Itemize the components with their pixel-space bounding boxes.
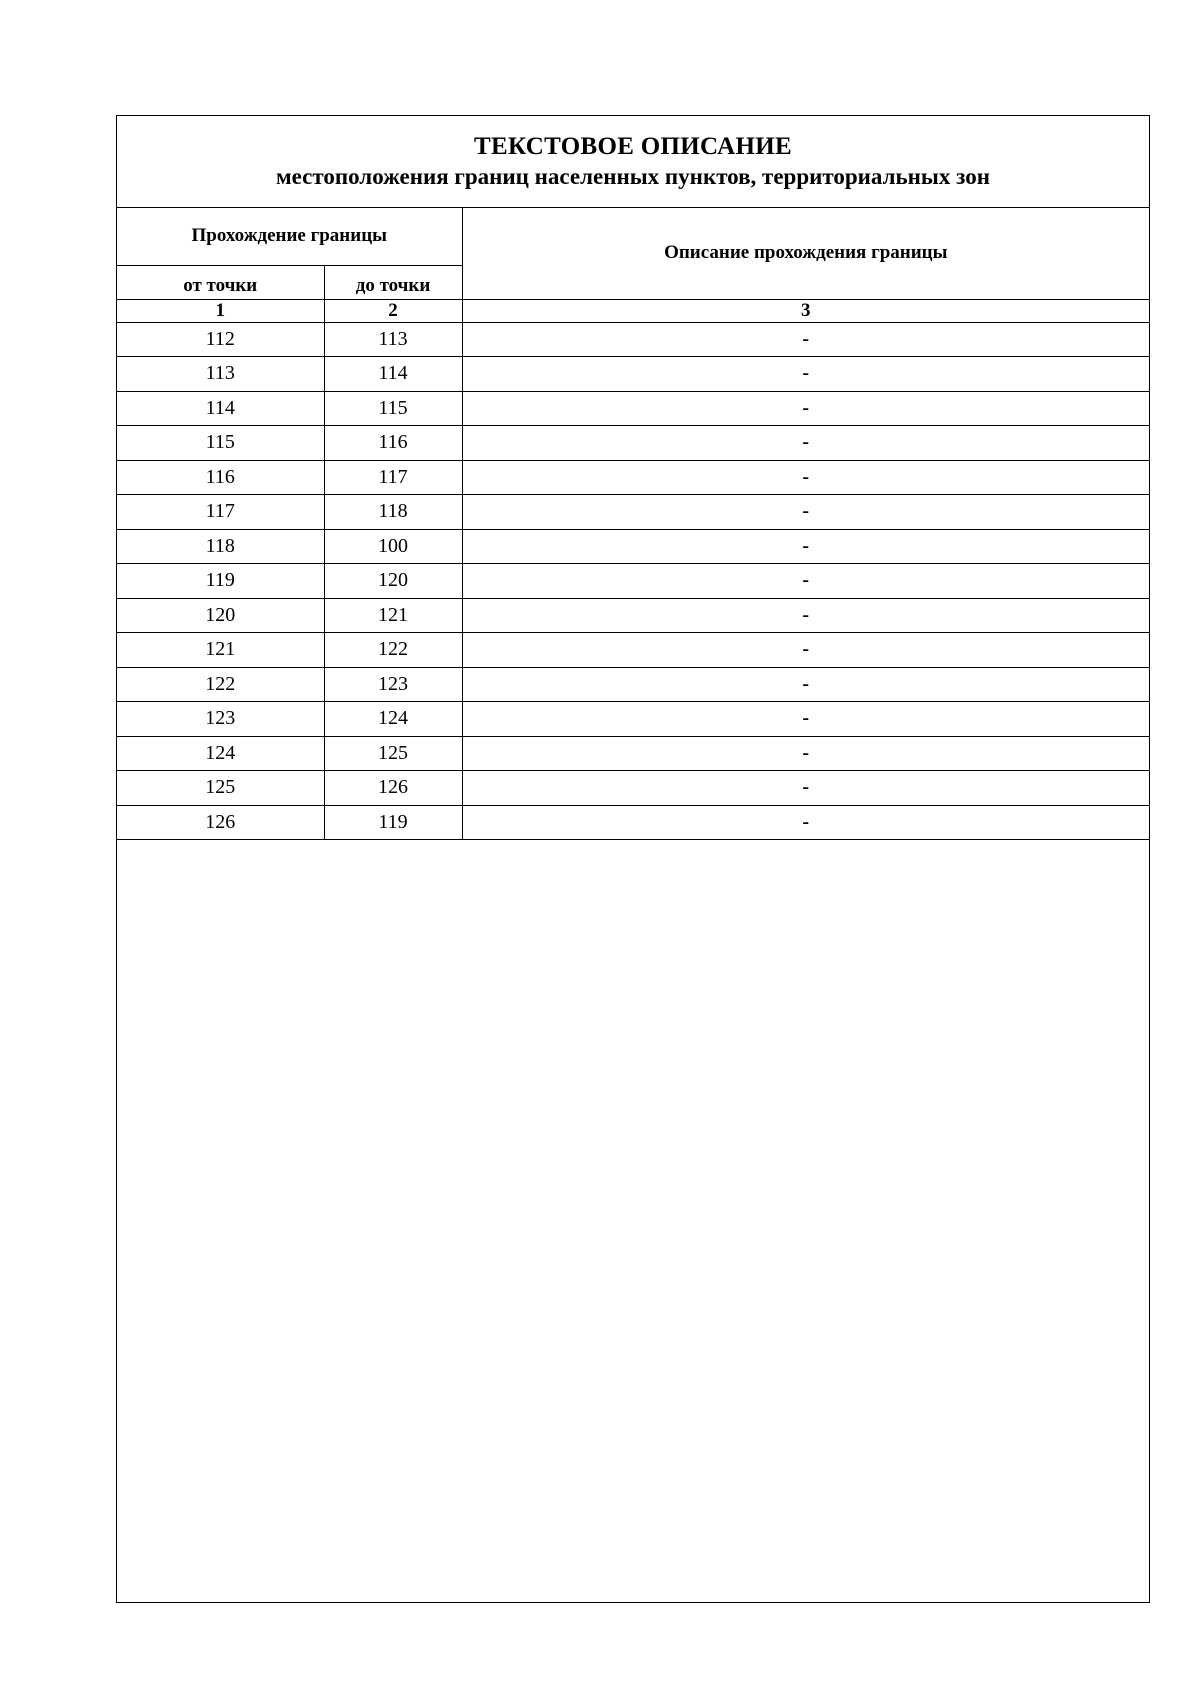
table-row: [117, 702, 1149, 737]
title-block: [117, 116, 1149, 208]
description-cell: -: [462, 357, 1149, 392]
to-point-cell: 120: [324, 564, 462, 599]
description-cell: -: [462, 702, 1149, 737]
table-row: [117, 805, 1149, 840]
from-point-cell: 116: [117, 460, 324, 495]
from-point-cell: 113: [117, 357, 324, 392]
table-row: [117, 771, 1149, 806]
table-row: [117, 357, 1149, 392]
from-point-cell: 119: [117, 564, 324, 599]
description-cell: -: [462, 805, 1149, 840]
to-point-cell: 100: [324, 529, 462, 564]
header-to-point: до точки: [324, 265, 462, 299]
from-point-cell: 120: [117, 598, 324, 633]
from-point-cell: 123: [117, 702, 324, 737]
to-point-cell: 118: [324, 495, 462, 530]
to-point-cell: 126: [324, 771, 462, 806]
description-cell: -: [462, 633, 1149, 668]
to-point-cell: 123: [324, 667, 462, 702]
table-row: [117, 736, 1149, 771]
boundary-table: [117, 208, 1149, 840]
header-boundary-description: Описание прохождения границы: [462, 208, 1149, 299]
to-point-cell: 117: [324, 460, 462, 495]
description-cell: -: [462, 426, 1149, 461]
header-from-point: от точки: [117, 265, 324, 299]
header-boundary-passage: Прохождение границы: [117, 208, 462, 265]
to-point-cell: 121: [324, 598, 462, 633]
description-cell: -: [462, 322, 1149, 357]
description-cell: -: [462, 736, 1149, 771]
document-title: ТЕКСТОВОЕ ОПИСАНИЕ: [474, 133, 792, 160]
document-frame: [116, 115, 1150, 1603]
to-point-cell: 122: [324, 633, 462, 668]
table-row: [117, 495, 1149, 530]
to-point-cell: 114: [324, 357, 462, 392]
table-row: [117, 426, 1149, 461]
to-point-cell: 119: [324, 805, 462, 840]
table-row: [117, 564, 1149, 599]
to-point-cell: 113: [324, 322, 462, 357]
table-row: [117, 667, 1149, 702]
description-cell: -: [462, 598, 1149, 633]
table-row: [117, 529, 1149, 564]
from-point-cell: 114: [117, 391, 324, 426]
from-point-cell: 118: [117, 529, 324, 564]
column-number: 1: [117, 299, 324, 322]
table-row: [117, 391, 1149, 426]
description-cell: -: [462, 564, 1149, 599]
to-point-cell: 124: [324, 702, 462, 737]
document-subtitle: местоположения границ населенных пунктов, территориальных зон: [276, 164, 990, 189]
column-number: 3: [462, 299, 1149, 322]
description-cell: -: [462, 529, 1149, 564]
table-row: [117, 598, 1149, 633]
table-row: [117, 460, 1149, 495]
to-point-cell: 115: [324, 391, 462, 426]
description-cell: -: [462, 495, 1149, 530]
from-point-cell: 121: [117, 633, 324, 668]
table-row: [117, 633, 1149, 668]
from-point-cell: 112: [117, 322, 324, 357]
description-cell: -: [462, 667, 1149, 702]
table-row: [117, 322, 1149, 357]
description-cell: -: [462, 460, 1149, 495]
description-cell: -: [462, 391, 1149, 426]
to-point-cell: 125: [324, 736, 462, 771]
description-cell: -: [462, 771, 1149, 806]
from-point-cell: 122: [117, 667, 324, 702]
from-point-cell: 117: [117, 495, 324, 530]
from-point-cell: 124: [117, 736, 324, 771]
table-body: [117, 322, 1149, 840]
column-number: 2: [324, 299, 462, 322]
from-point-cell: 115: [117, 426, 324, 461]
to-point-cell: 116: [324, 426, 462, 461]
from-point-cell: 126: [117, 805, 324, 840]
from-point-cell: 125: [117, 771, 324, 806]
